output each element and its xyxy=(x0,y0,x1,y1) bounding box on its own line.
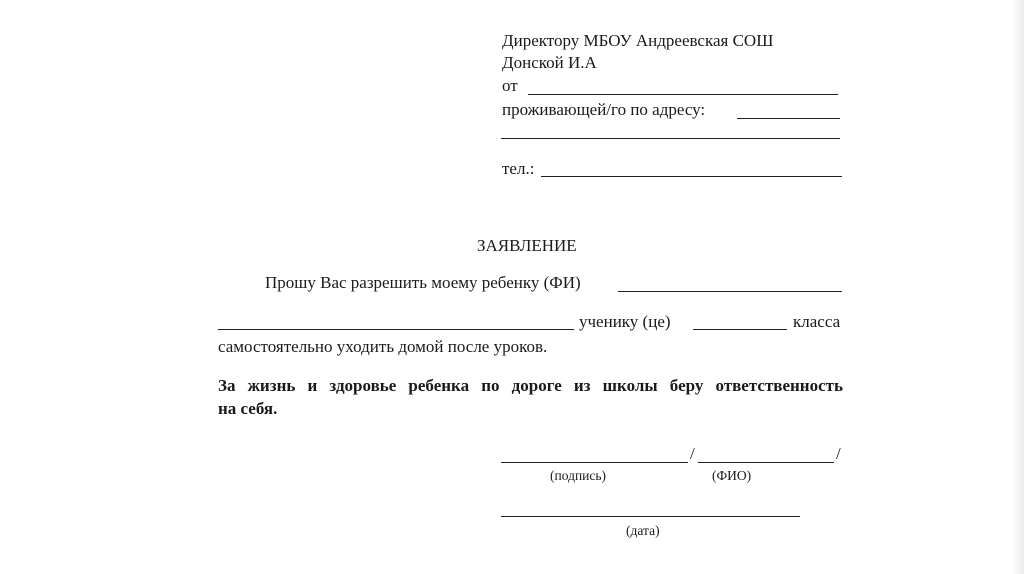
child-name-field-line xyxy=(618,291,842,292)
class-label: класса xyxy=(793,312,841,331)
from-field-line xyxy=(528,94,838,95)
full-name-caption: (ФИО) xyxy=(712,468,752,483)
signature-caption: (подпись) xyxy=(550,468,607,483)
recipient-line-1: Директору МБОУ Андреевская СОШ xyxy=(502,31,774,50)
phone-field-line xyxy=(541,176,842,177)
signature-field-line xyxy=(501,462,688,463)
recipient-line-2: Донской И.А xyxy=(502,53,597,72)
class-field-line xyxy=(693,329,787,330)
page-edge-shadow xyxy=(1012,0,1024,574)
date-field-line xyxy=(501,516,800,517)
request-text: Прошу Вас разрешить моему ребенку (ФИ) xyxy=(265,273,581,292)
child-name-field-line-2 xyxy=(218,329,574,330)
address-field-line-1 xyxy=(737,118,840,119)
phone-label: тел.: xyxy=(502,159,535,178)
signature-separator-end: / xyxy=(836,444,841,463)
request-text-end: самостоятельно уходить домой после уроков. xyxy=(218,337,548,356)
address-field-line-2 xyxy=(501,138,840,139)
responsibility-line-2: на себя. xyxy=(218,399,278,418)
from-label: от xyxy=(502,76,518,95)
pupil-label: ученику (це) xyxy=(579,312,671,331)
address-label: проживающей/го по адресу: xyxy=(502,100,706,119)
date-caption: (дата) xyxy=(626,523,660,538)
responsibility-line-1: За жизнь и здоровье ребенка по дороге из школы беру ответственность xyxy=(218,376,843,395)
full-name-field-line xyxy=(698,462,834,463)
document-title: ЗАЯВЛЕНИЕ xyxy=(477,236,577,255)
signature-separator: / xyxy=(690,444,695,463)
